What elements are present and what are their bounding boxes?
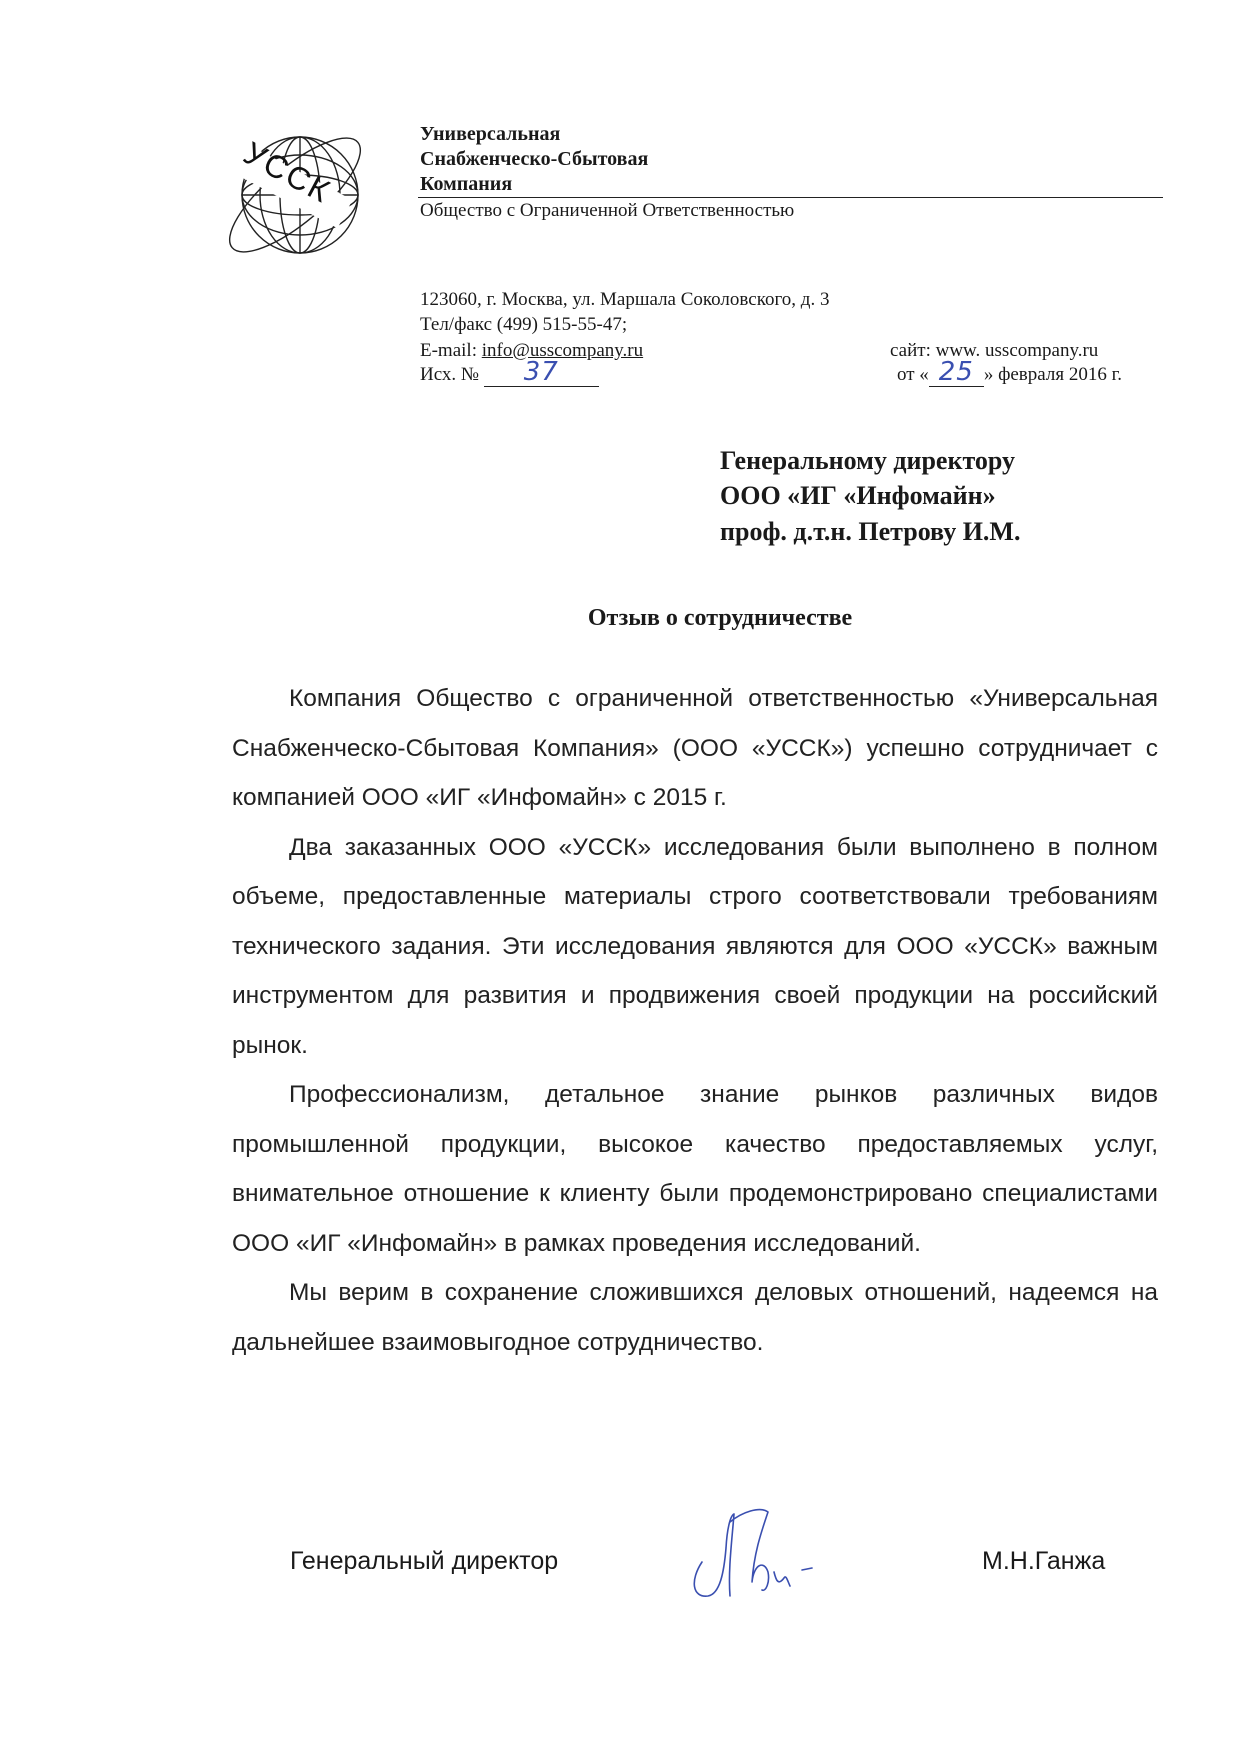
company-address: 123060, г. Москва, ул. Маршала Соколовского, д. 3 [420,289,830,310]
document-title: Отзыв о сотрудничестве [587,605,853,631]
handwritten-signature [680,1500,830,1610]
company-website[interactable]: сайт: www. usscompany.ru [890,340,1099,361]
addressee-line2: ООО «ИГ «Инфомайн» [720,481,996,510]
signatory-name: М.Н.Ганжа [982,1547,1106,1575]
date-suffix: » февраля 2016 г. [983,364,1122,385]
addressee-line3: проф. д.т.н. Петрову И.М. [720,517,1021,546]
company-name-line3: Компания [420,173,513,195]
letter-date [897,357,1122,387]
date-day-blank [929,357,984,387]
outgoing-number-row [420,357,599,387]
date-day: 25 [938,357,974,387]
email-link[interactable]: info@usscompany.ru [481,340,644,361]
logo-letters: УССК [237,134,338,211]
body-paragraph: Профессионализм, детальное знание рынков различных видов промышленной продукции, высокое качество предоставляемых услуг, внимательное отношение к клиенту были продемонстрировано специалистами ООО «ИГ «Инфомайн» в рамках проведения исследований. [232,1081,1158,1257]
body-paragraph: Компания Общество с ограниченной ответственностью «Универсальная Снабженческо-Сбытовая Компания» (ООО «УССК») успешно сотрудничает с компанией ООО «ИГ «Инфомайн» с 2015 г. [232,685,1158,811]
outgoing-label: Исх. № [420,364,484,385]
company-name-line2: Снабженческо-Сбытовая [420,148,649,170]
letter-body [232,674,1158,1367]
addressee-line1: Генеральному директору [720,446,1016,475]
company-legal-form: Общество с Ограниченной Ответственностью [420,200,795,221]
header-rule [418,197,1163,198]
company-phone: Тел/факс (499) 515-55-47; [420,314,628,335]
outgoing-number: 37 [523,357,559,387]
body-paragraph: Мы верим в сохранение сложившихся деловых отношений, надеемся на дальнейшее взаимовыгодное сотрудничество. [232,1279,1158,1356]
email-label: E-mail: [420,340,482,361]
signatory-position: Генеральный директор [290,1547,559,1575]
date-prefix: от « [897,364,929,385]
company-logo [210,115,380,275]
outgoing-number-blank [484,357,599,387]
company-name-line1: Универсальная [420,123,561,145]
body-paragraph: Два заказанных ООО «УССК» исследования были выполнено в полном объеме, предоставленные материалы строго соответствовали требованиям технического задания. Эти исследования являются для ООО «УССК» важным инструментом для развития и продвижения своей продукции на российский рынок. [232,833,1158,1059]
